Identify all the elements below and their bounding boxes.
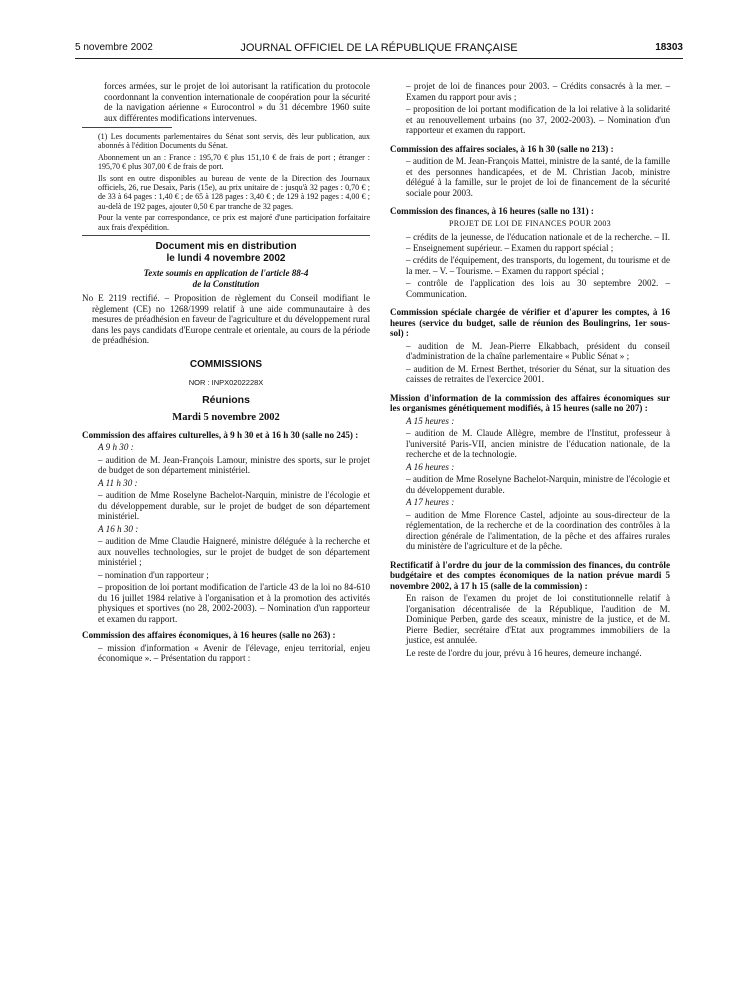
rectificatif-heading: Rectificatif à l'ordre du jour de la commission des finances, du contrôle budgétaire et des comptes économiques de la nation prévue mardi 5 novembre 2002, à 17 h 15 (salle de la commission) : <box>390 559 670 591</box>
agenda-item: – mission d'information « Avenir de l'élevage, enjeu territorial, enjeu économique ». – Présentation du rapport : <box>98 642 370 664</box>
agenda-item: – audition de Mme Roselyne Bachelot-Narquin, ministre de l'écologie et du développement durable, sur le projet de budget de son département ministériel. <box>98 490 370 522</box>
texte-body: No E 2119 rectifié. – Proposition de règlement du Conseil modifiant le règlement (CE) no 1268/1999 relatif à une aide communautaire à des mesures de préadhésion en faveur de l'agriculture et du développement rural dans les pays candidats d'Europe centrale et orientale, au cours de la période de préadhésion. <box>82 293 370 346</box>
journal-title: JOURNAL OFFICIEL DE LA RÉPUBLIQUE FRANÇAISE <box>240 42 518 54</box>
footnote-4: Pour la vente par correspondance, ce prix est majoré d'une participation forfaitaire aux frais d'expédition. <box>98 213 370 232</box>
agenda-item: – projet de loi de finances pour 2003. – Crédits consacrés à la mer. – Examen du rapport pour avis ; <box>406 81 670 102</box>
time-1130: A 11 h 30 : <box>98 477 138 488</box>
agenda-item: – audition de M. Ernest Berthet, trésorier du Sénat, sur la situation des caisses de retraites de l'exercice 2001. <box>406 363 670 384</box>
cult-commission-heading: Commission des affaires culturelles, à 9 h 30 et à 16 h 30 (salle no 245) : <box>82 429 359 440</box>
commissions-heading: COMMISSIONS <box>189 358 263 370</box>
section-divider <box>82 235 370 236</box>
agenda-item: – nomination d'un rapporteur ; <box>98 569 209 580</box>
special-commission-heading: Commission spéciale chargée de vérifier et d'apurer les comptes, à 16 heures (service du budget, salle de réunion des Boulingrins, 1er sous-sol) : <box>390 307 670 338</box>
eco-commission-heading: Commission des affaires économiques, à 16 heures (salle no 263) : <box>82 630 336 641</box>
header-date: 5 novembre 2002 <box>75 42 153 53</box>
rectificatif-paragraph: En raison de l'examen du projet de loi constitutionnelle relatif à l'organisation décentralisée de la République, l'audition de M. Dominique Perben, garde des sceaux, ministre de la justice, et de M. Pierre Bedier, secrétaire d'Etat aux programmes immobiliers de la justice, est annulée. <box>406 593 670 645</box>
agenda-item: – crédits de la jeunesse, de l'éducation nationale et de la recherche. – II. – Enseignement supérieur. – Examen du rapport spécial ; <box>406 232 670 253</box>
agenda-item: – audition de Mme Florence Castel, adjointe au sous-directeur de la réglementation, de la recherche et de la coordination des contrôles à la direction générale de l'alimentation, de la pêche et des affaires rurales du ministère de l'agriculture et de la pêche. <box>406 509 670 551</box>
reunions-heading: Réunions <box>202 393 250 406</box>
texte-title-line-1: Texte soumis en application de l'article 88-4 <box>143 268 309 279</box>
agenda-item: – crédits de l'équipement, des transports, du logement, du tourisme et de la mer. – V. – Tourisme. – Examen du rapport spécial ; <box>406 255 670 276</box>
time-16: A 16 heures : <box>406 461 455 472</box>
page-header <box>75 42 683 58</box>
nor-reference: NOR : INPX0202228X <box>188 378 264 388</box>
footnote-1: (1) Les documents parlementaires du Sénat sont servis, dès leur publication, aux abonnés à l'édition Documents du Sénat. <box>98 132 370 151</box>
footnote-divider <box>82 127 172 128</box>
agenda-item: – audition de M. Jean-François Mattei, ministre de la santé, de la famille et des personnes handicapées, et de M. Christian Jacob, ministre délégué à la famille, sur le projet de loi de financement de la sécurité sociale pour 2003. <box>406 156 670 198</box>
texte-title-line-2: de la Constitution <box>192 278 260 289</box>
rectificatif-paragraph: Le reste de l'ordre du jour, prévu à 16 heures, demeure inchangé. <box>406 647 642 658</box>
document-title-line-1: Document mis en distribution <box>155 241 297 253</box>
intro-paragraph: forces armées, sur le projet de loi autorisant la ratification du protocole coordonnant la convention internationale de coopération pour la sécurité de la navigation aérienne « Eurocontrol » du 31 décembre 1960 suite aux différentes modifications intervenues. <box>104 81 370 123</box>
texte-title <box>82 268 370 289</box>
fin-commission-heading: Commission des finances, à 16 heures (salle no 131) : <box>390 206 594 216</box>
agenda-item: – contrôle de l'application des lois au 30 septembre 2002. – Communication. <box>406 278 670 299</box>
left-column <box>82 81 370 666</box>
agenda-item: – audition de M. Jean-Pierre Elkabbach, président du conseil d'administration de la chaîne parlementaire « Public Sénat » ; <box>406 340 670 361</box>
footnote-2: Abonnement un an : France : 195,70 € plus 151,10 € de frais de port ; étranger : 195,70 € plus 307,00 € de frais de port. <box>98 152 370 172</box>
time-15: A 15 heures : <box>406 415 455 426</box>
day-heading: Mardi 5 novembre 2002 <box>172 412 280 424</box>
time-930: A 9 h 30 : <box>98 442 134 453</box>
time-17: A 17 heures : <box>406 497 455 507</box>
time-1630: A 16 h 30 : <box>98 523 139 534</box>
document-title <box>82 241 370 264</box>
header-rule <box>75 58 683 59</box>
document-title-line-2: le lundi 4 novembre 2002 <box>166 252 286 264</box>
footnote-3: Ils sont en outre disponibles au bureau de vente de la Direction des Journaux officiels, 26, rue Desaix, Paris (15e), au prix unitaire de : jusqu'à 32 pages : 0,70 € ; de 33 à 64 pages : 1,40 € ; de 65 à 128 pages : 3,40 € ; de 129 à 192 pages : 4,00 € ; au-delà de 192 pages, ajouter 0,50 € par tranche de 32 pages. <box>98 173 370 211</box>
plf-heading: PROJET DE LOI DE FINANCES POUR 2003 <box>449 218 611 228</box>
agenda-item: – audition de M. Jean-François Lamour, ministre des sports, sur le projet de budget de son département ministériel. <box>98 454 370 476</box>
mission-heading: Mission d'information de la commission des affaires économiques sur les organismes génétiquement modifiés, à 15 heures (salle no 207) : <box>390 392 670 413</box>
right-column <box>390 81 670 660</box>
agenda-item: – proposition de loi portant modification de la loi relative à la solidarité et au renouvellement urbains (no 37, 2002-2003). – Nomination d'un rapporteur et examen du rapport. <box>406 104 670 135</box>
agenda-item: – audition de M. Claude Allègre, membre de l'Institut, professeur à l'université Paris-VII, ancien ministre de l'éducation nationale, de la recherche et de la technologie. <box>406 428 670 459</box>
soc-commission-heading: Commission des affaires sociales, à 16 h 30 (salle no 213) : <box>390 143 614 154</box>
agenda-item: – audition de Mme Claudie Haigneré, ministre déléguée à la recherche et aux nouvelles technologies, sur le projet de budget de son département ministériel ; <box>98 536 370 568</box>
page-number: 18303 <box>655 42 683 53</box>
agenda-item: – proposition de loi portant modification de l'article 43 de la loi no 84-610 du 16 juillet 1984 relative à l'organisation et à la promotion des activités physiques et sportives (no 28, 2002-2003). – Nomination d'un rapporteur et examen du rapport. <box>98 582 370 624</box>
agenda-item: – audition de Mme Roselyne Bachelot-Narquin, ministre de l'écologie et du développement durable. <box>406 474 670 495</box>
